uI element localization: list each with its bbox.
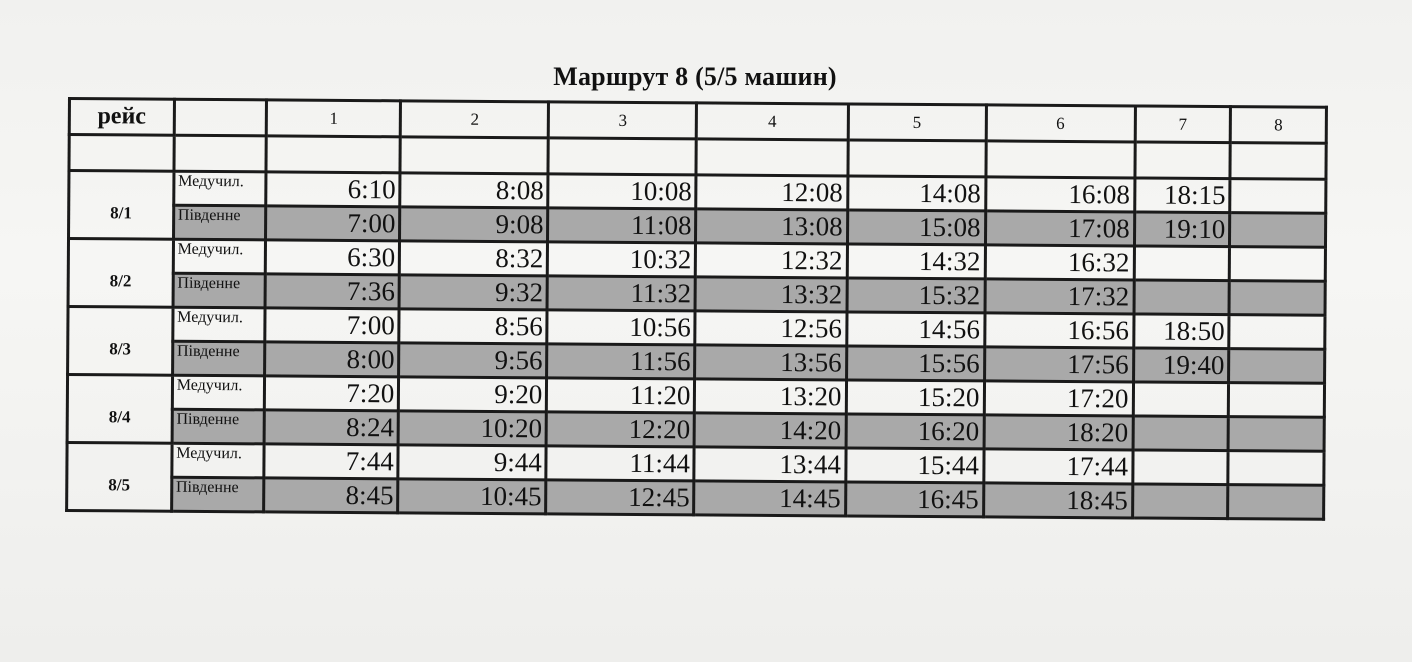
departure-time: 8:45 (264, 478, 398, 513)
stop-name: Південне (172, 341, 265, 376)
departure-time: 8:24 (264, 410, 398, 445)
departure-time: 7:00 (266, 206, 400, 241)
departure-time: 13:20 (695, 379, 846, 414)
column-header: 1 (267, 100, 401, 137)
departure-time (1229, 281, 1325, 316)
blank-cell (174, 135, 267, 172)
blank-cell (266, 136, 400, 173)
departure-time: 14:56 (846, 312, 984, 347)
departure-time: 7:00 (265, 308, 399, 343)
departure-time: 8:32 (400, 241, 548, 276)
departure-time: 10:32 (548, 242, 696, 277)
blank-cell (985, 141, 1134, 178)
departure-time: 17:20 (984, 381, 1133, 416)
stop-name: Південне (173, 273, 266, 308)
departure-time: 10:20 (398, 411, 546, 446)
departure-time: 12:56 (695, 311, 846, 346)
departure-time: 12:08 (696, 175, 847, 210)
departure-time: 6:10 (266, 172, 400, 207)
departure-time: 17:32 (985, 279, 1134, 314)
departure-time (1229, 247, 1325, 282)
departure-time: 11:44 (546, 446, 694, 481)
departure-time: 7:44 (264, 444, 398, 479)
departure-time: 16:56 (984, 313, 1133, 348)
departure-time: 11:56 (547, 344, 695, 379)
stop-name: Південне (173, 205, 266, 240)
departure-time: 13:32 (695, 277, 846, 312)
departure-time: 14:08 (847, 176, 985, 211)
departure-time (1230, 179, 1326, 214)
blank-cell (400, 137, 548, 174)
departure-time: 19:10 (1134, 212, 1230, 247)
trip-id: 8/2 (68, 239, 173, 308)
departure-time: 7:20 (265, 376, 399, 411)
departure-time: 6:30 (266, 240, 400, 275)
departure-time: 14:20 (695, 413, 846, 448)
departure-time: 18:15 (1134, 178, 1230, 213)
blank-cell (696, 139, 847, 176)
departure-time: 8:00 (265, 342, 399, 377)
departure-time (1133, 382, 1229, 417)
trip-id: 8/1 (69, 171, 174, 240)
stop-name: Південне (171, 477, 264, 512)
departure-time: 15:20 (846, 380, 984, 415)
column-header: 8 (1230, 107, 1326, 144)
departure-time: 14:32 (847, 244, 985, 279)
departure-time: 13:56 (695, 345, 846, 380)
blank-cell (1135, 142, 1231, 179)
departure-time (1230, 213, 1326, 248)
blank-cell (548, 138, 696, 175)
page-title: Маршрут 8 (5/5 машин) (553, 62, 837, 91)
departure-time: 14:45 (694, 481, 845, 516)
departure-time (1133, 416, 1229, 451)
column-header: 5 (848, 104, 986, 141)
trip-id: 8/3 (68, 307, 173, 376)
departure-time: 15:44 (845, 448, 983, 483)
departure-time: 16:20 (846, 414, 984, 449)
departure-time: 9:44 (398, 445, 546, 480)
departure-time (1229, 349, 1325, 384)
departure-time: 10:45 (398, 479, 546, 514)
departure-time: 11:32 (547, 276, 695, 311)
departure-time (1134, 246, 1230, 281)
reis-header: рейс (69, 99, 174, 136)
departure-time: 10:08 (548, 174, 696, 209)
stop-name: Медучил. (172, 375, 265, 410)
trip-id: 8/4 (67, 375, 172, 444)
departure-time: 16:32 (985, 245, 1134, 280)
departure-time (1132, 450, 1228, 485)
departure-time: 9:20 (399, 377, 547, 412)
departure-time: 11:20 (547, 378, 695, 413)
stop-name: Медучил. (173, 239, 266, 274)
departure-time: 11:08 (548, 208, 696, 243)
departure-time: 19:40 (1133, 348, 1229, 383)
blank-cell (847, 140, 985, 177)
departure-time: 12:20 (546, 412, 694, 447)
schedule-table (65, 97, 1328, 521)
departure-time: 17:08 (985, 211, 1134, 246)
column-header: 3 (549, 102, 697, 139)
stop-header (174, 99, 267, 136)
departure-time (1134, 280, 1230, 315)
departure-time (1228, 417, 1324, 452)
departure-time: 16:08 (985, 177, 1134, 212)
departure-time: 15:32 (847, 278, 985, 313)
stop-name: Медучил. (172, 443, 265, 478)
departure-time: 18:45 (983, 483, 1132, 518)
column-header: 7 (1135, 106, 1231, 143)
stop-name: Медучил. (173, 307, 266, 342)
departure-time: 16:45 (845, 482, 983, 517)
departure-time: 7:36 (265, 274, 399, 309)
departure-time: 9:08 (400, 207, 548, 242)
departure-time (1132, 484, 1228, 519)
column-header: 4 (697, 103, 848, 140)
departure-time: 12:45 (546, 480, 694, 515)
departure-time (1229, 383, 1325, 418)
blank-cell (69, 135, 174, 172)
departure-time: 17:44 (983, 449, 1132, 484)
departure-time: 9:56 (399, 343, 547, 378)
departure-time: 17:56 (984, 347, 1133, 382)
column-header: 2 (401, 101, 549, 138)
departure-time: 9:32 (399, 275, 547, 310)
departure-time: 15:56 (846, 346, 984, 381)
departure-time: 18:20 (984, 415, 1133, 450)
departure-time: 8:08 (400, 173, 548, 208)
departure-time: 10:56 (547, 310, 695, 345)
stop-name: Медучил. (173, 171, 266, 206)
departure-time (1228, 485, 1324, 520)
departure-time: 8:56 (399, 309, 547, 344)
departure-time: 18:50 (1133, 314, 1229, 349)
departure-time: 13:08 (696, 209, 847, 244)
blank-cell (1230, 143, 1326, 180)
departure-time: 13:44 (694, 447, 845, 482)
trip-id: 8/5 (67, 443, 172, 512)
departure-time: 15:08 (847, 210, 985, 245)
departure-time (1228, 451, 1324, 486)
departure-time: 12:32 (696, 243, 847, 278)
departure-time (1229, 315, 1325, 350)
stop-name: Південне (172, 409, 265, 444)
column-header: 6 (986, 105, 1135, 142)
